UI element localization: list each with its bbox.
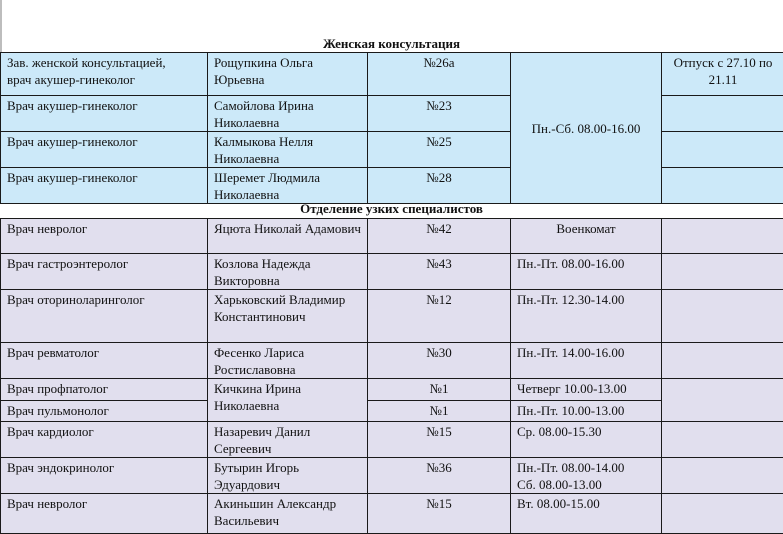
note-cell — [662, 458, 783, 494]
room-cell: №36 — [368, 458, 511, 494]
schedule-cell: Ср. 08.00-15.30 — [511, 422, 662, 458]
position-cell: Врач пульмонолог — [1, 401, 208, 422]
room-cell: №43 — [368, 254, 511, 290]
table-row — [1, 290, 783, 343]
note-cell — [662, 379, 783, 422]
name-cell: Козлова Надежда Викторовна — [208, 254, 368, 290]
room-cell: №25 — [368, 132, 511, 168]
name-cell: Фесенко Лариса Ростиславовна — [208, 343, 368, 379]
room-cell: №26а — [368, 53, 511, 96]
name-cell: Харьковский Владимир Константинович — [208, 290, 368, 343]
schedule-cell: Пн.-Пт. 08.00-16.00 — [511, 254, 662, 290]
table-row — [1, 422, 783, 458]
room-cell: №15 — [368, 422, 511, 458]
room-cell: №12 — [368, 290, 511, 343]
position-cell: Врач невролог — [1, 494, 208, 534]
position-cell: Врач невролог — [1, 219, 208, 254]
position-cell: Врач профпатолог — [1, 379, 208, 401]
name-cell: Кичкина Ирина Николаевна — [208, 379, 368, 422]
room-cell: №1 — [368, 401, 511, 422]
name-cell: Калмыкова Нелля Николаевна — [208, 132, 368, 168]
table-row — [1, 219, 783, 254]
room-cell: №1 — [368, 379, 511, 401]
womens-consultation-table — [0, 52, 783, 204]
table-row — [1, 494, 783, 534]
note-cell — [662, 343, 783, 379]
name-cell: Яцюта Николай Адамович — [208, 219, 368, 254]
name-cell: Шеремет Людмила Николаевна — [208, 168, 368, 204]
table-row — [1, 168, 783, 204]
note-cell — [662, 219, 783, 254]
name-cell: Самойлова Ирина Николаевна — [208, 96, 368, 132]
schedule-cell: Пн.-Пт. 12.30-14.00 — [511, 290, 662, 343]
table-row — [1, 343, 783, 379]
note-cell: Отпуск с 27.10 по 21.11 — [662, 53, 783, 96]
table-row — [1, 96, 783, 132]
name-cell: Бутырин Игорь Эдуардович — [208, 458, 368, 494]
room-cell: №28 — [368, 168, 511, 204]
schedule-cell: Четверг 10.00-13.00 — [511, 379, 662, 401]
note-cell — [662, 494, 783, 534]
room-cell: №30 — [368, 343, 511, 379]
position-cell: Врач кардиолог — [1, 422, 208, 458]
name-cell: Назаревич Данил Сергеевич — [208, 422, 368, 458]
table-row — [1, 254, 783, 290]
schedule-cell: Вт. 08.00-15.00 — [511, 494, 662, 534]
note-cell — [662, 290, 783, 343]
position-cell: Врач акушер-гинеколог — [1, 132, 208, 168]
room-cell: №23 — [368, 96, 511, 132]
table-row — [1, 132, 783, 168]
note-cell — [662, 132, 783, 168]
position-cell: Врач эндокринолог — [1, 458, 208, 494]
specialists-table — [0, 218, 783, 534]
note-cell — [662, 168, 783, 204]
schedule-cell: Пн.-Сб. 08.00-16.00 — [511, 53, 662, 204]
schedule-cell: Военкомат — [511, 219, 662, 254]
position-cell: Зав. женской консультацией, врач акушер-гинеколог — [1, 53, 208, 96]
section-title-specialists: Отделение узких специалистов — [0, 201, 783, 217]
position-cell: Врач оториноларинголог — [1, 290, 208, 343]
position-cell: Врач гастроэнтеролог — [1, 254, 208, 290]
position-cell: Врач акушер-гинеколог — [1, 168, 208, 204]
note-cell — [662, 96, 783, 132]
position-cell: Врач ревматолог — [1, 343, 208, 379]
note-cell — [662, 254, 783, 290]
table-row — [1, 53, 783, 96]
room-cell: №42 — [368, 219, 511, 254]
note-cell — [662, 422, 783, 458]
schedule-cell: Пн.-Пт. 10.00-13.00 — [511, 401, 662, 422]
section-title-womens: Женская консультация — [0, 36, 783, 52]
name-cell: Акиньшин Александр Васильевич — [208, 494, 368, 534]
table-row — [1, 379, 783, 401]
schedule-cell: Пн.-Пт. 08.00-14.00 Сб. 08.00-13.00 — [511, 458, 662, 494]
table-row — [1, 458, 783, 494]
position-cell: Врач акушер-гинеколог — [1, 96, 208, 132]
room-cell: №15 — [368, 494, 511, 534]
schedule-cell: Пн.-Пт. 14.00-16.00 — [511, 343, 662, 379]
name-cell: Рощупкина Ольга Юрьевна — [208, 53, 368, 96]
